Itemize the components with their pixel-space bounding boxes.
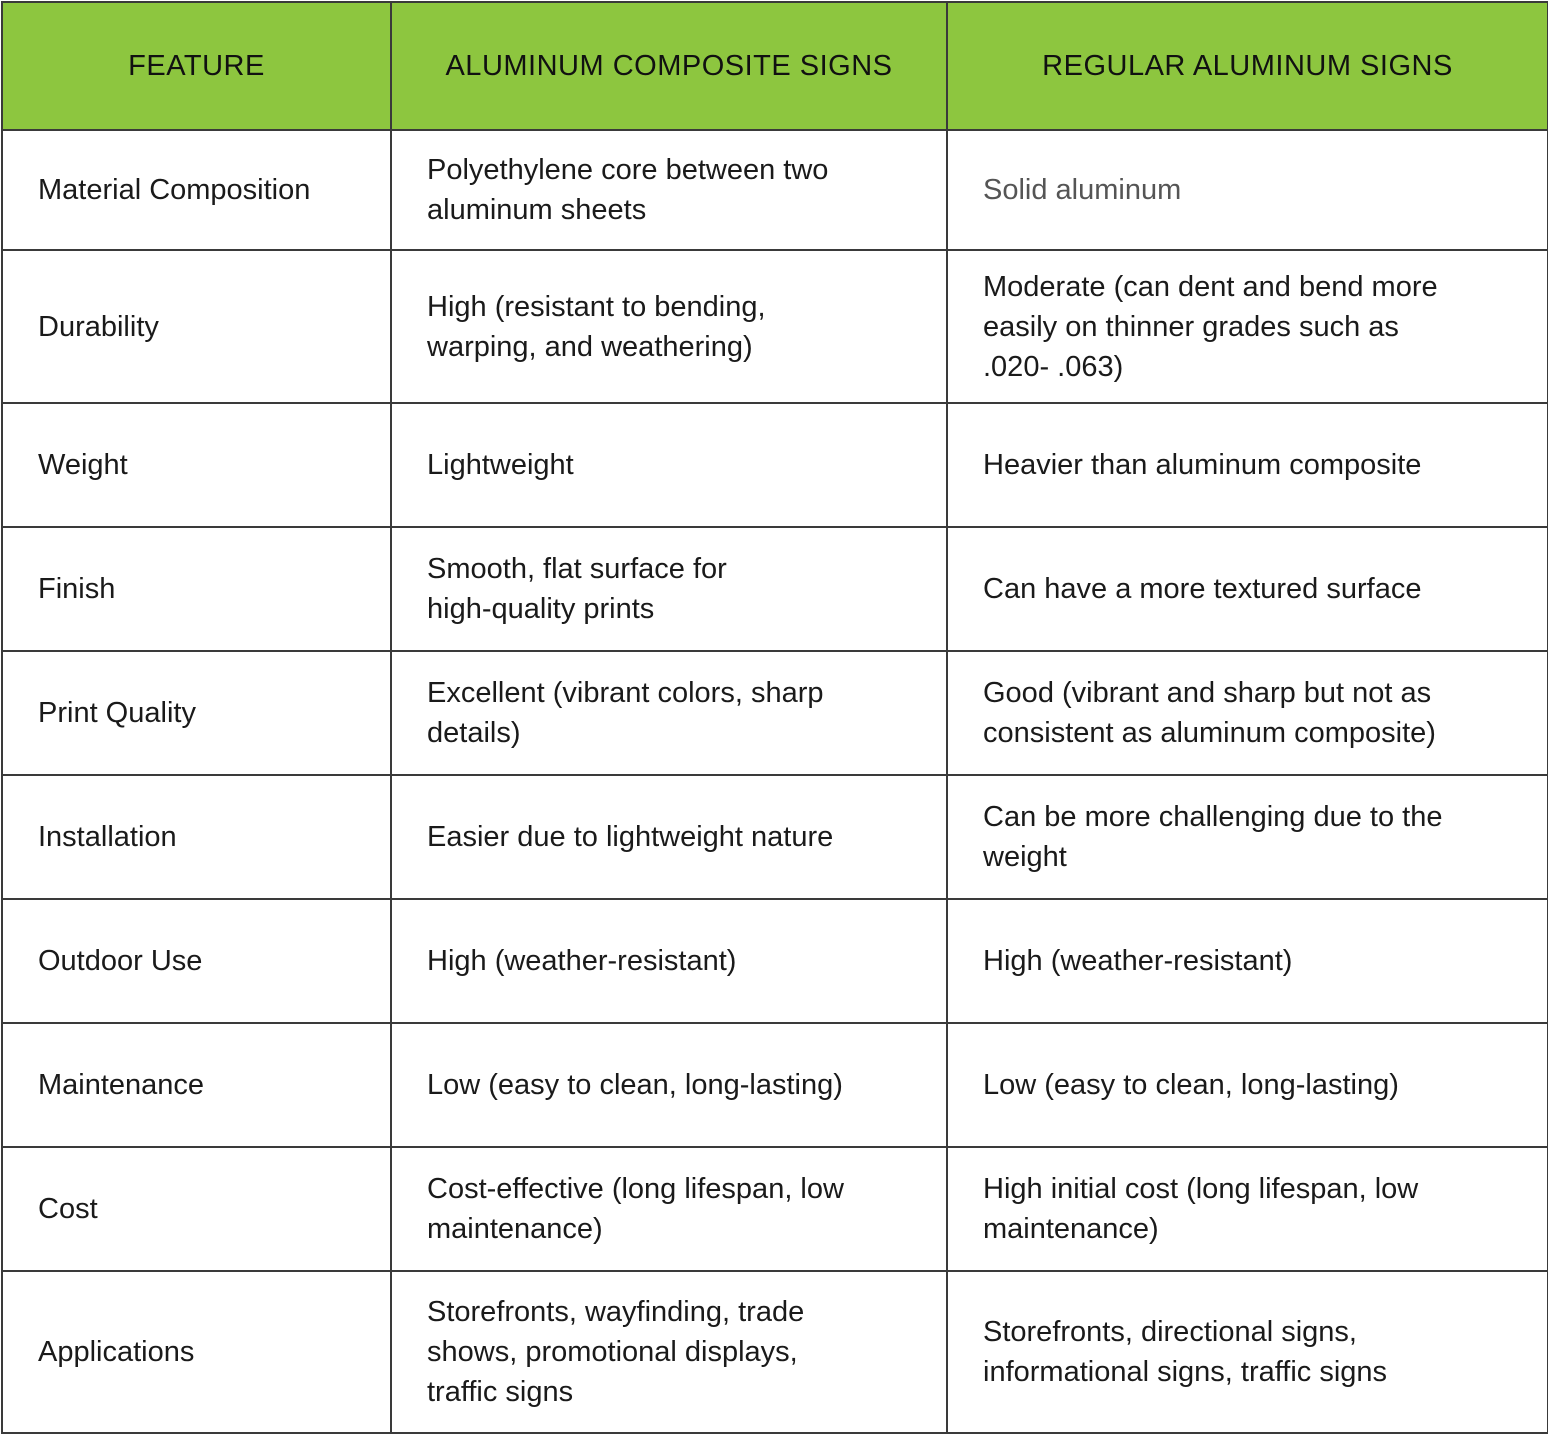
cell-text-line: consistent as aluminum composite) bbox=[983, 717, 1436, 749]
cell-text-line: Maintenance bbox=[38, 1069, 205, 1101]
cell-text-line: details) bbox=[427, 717, 521, 749]
table-row bbox=[2, 651, 1548, 775]
cell-text-line: Solid aluminum bbox=[983, 174, 1182, 206]
cell-text-line: Good (vibrant and sharp but not as bbox=[983, 677, 1432, 709]
cell-text-line: weight bbox=[983, 841, 1067, 873]
composite-cell bbox=[391, 899, 947, 1023]
feature-cell bbox=[2, 250, 391, 403]
regular-cell bbox=[947, 403, 1548, 527]
header-composite: ALUMINUM COMPOSITE SIGNS bbox=[391, 2, 947, 130]
table-row bbox=[2, 403, 1548, 527]
cell-text-line: High (resistant to bending, bbox=[427, 290, 766, 323]
regular-cell bbox=[947, 899, 1548, 1023]
composite-cell bbox=[391, 651, 947, 775]
table-row bbox=[2, 775, 1548, 899]
table-row bbox=[2, 527, 1548, 651]
cell-text-line: Cost-effective (long lifespan, low bbox=[427, 1173, 844, 1205]
cell-text-line: Low (easy to clean, long-lasting) bbox=[983, 1069, 1399, 1101]
header-regular: REGULAR ALUMINUM SIGNS bbox=[947, 2, 1548, 130]
composite-cell bbox=[391, 1271, 947, 1433]
regular-cell bbox=[947, 1271, 1548, 1433]
composite-cell bbox=[391, 527, 947, 651]
composite-cell bbox=[391, 1147, 947, 1271]
cell-text-line: Low (easy to clean, long-lasting) bbox=[427, 1069, 843, 1101]
cell-text-line: .020- .063) bbox=[983, 350, 1124, 383]
cell-text-line: Can have a more textured surface bbox=[983, 573, 1422, 605]
regular-cell bbox=[947, 1147, 1548, 1271]
feature-cell bbox=[2, 1023, 391, 1147]
cell-text-line: warping, and weathering) bbox=[427, 330, 753, 363]
cell-text-line: high-quality prints bbox=[427, 593, 655, 625]
table-row bbox=[2, 1147, 1548, 1271]
composite-cell bbox=[391, 250, 947, 403]
cell-text-line: Easier due to lightweight nature bbox=[427, 821, 834, 853]
cell-text-line: Smooth, flat surface for bbox=[427, 553, 727, 585]
table-row bbox=[2, 899, 1548, 1023]
cell-text-line: Storefronts, wayfinding, trade bbox=[427, 1296, 805, 1328]
regular-cell bbox=[947, 775, 1548, 899]
composite-cell bbox=[391, 403, 947, 527]
feature-cell bbox=[2, 1147, 391, 1271]
composite-cell bbox=[391, 1023, 947, 1147]
cell-text-line: High (weather-resistant) bbox=[427, 945, 737, 977]
cell-text-line: traffic signs bbox=[427, 1376, 574, 1408]
cell-text-line: Installation bbox=[38, 821, 177, 853]
table-row bbox=[2, 1271, 1548, 1433]
cell-text-line: Outdoor Use bbox=[38, 945, 203, 977]
cell-text-line: Print Quality bbox=[38, 697, 196, 729]
feature-cell bbox=[2, 899, 391, 1023]
cell-text-line: Material Composition bbox=[38, 174, 311, 206]
header-row bbox=[2, 2, 1548, 130]
cell-text-line: Durability bbox=[38, 310, 159, 343]
table-row bbox=[2, 250, 1548, 403]
feature-cell bbox=[2, 527, 391, 651]
feature-cell bbox=[2, 775, 391, 899]
regular-cell bbox=[947, 651, 1548, 775]
cell-text-line: Excellent (vibrant colors, sharp bbox=[427, 677, 824, 709]
regular-cell bbox=[947, 250, 1548, 403]
cell-text-line: maintenance) bbox=[983, 1213, 1159, 1245]
cell-text-line: informational signs, traffic signs bbox=[983, 1356, 1388, 1388]
table-row bbox=[2, 130, 1548, 250]
feature-cell bbox=[2, 1271, 391, 1433]
feature-cell bbox=[2, 651, 391, 775]
cell-text-line: Weight bbox=[38, 449, 128, 481]
cell-text-line: Applications bbox=[38, 1336, 195, 1368]
cell-text-line: Heavier than aluminum composite bbox=[983, 449, 1422, 481]
cell-text-line: Cost bbox=[38, 1193, 98, 1225]
header-feature: FEATURE bbox=[2, 2, 391, 130]
composite-cell bbox=[391, 775, 947, 899]
cell-text-line: High (weather-resistant) bbox=[983, 945, 1293, 977]
cell-text-line: Polyethylene core between two bbox=[427, 154, 829, 186]
cell-text-line: Can be more challenging due to the bbox=[983, 801, 1443, 833]
cell-text-line: Finish bbox=[38, 573, 116, 605]
feature-cell bbox=[2, 403, 391, 527]
feature-cell bbox=[2, 130, 391, 250]
cell-text-line: maintenance) bbox=[427, 1213, 603, 1245]
table-row bbox=[2, 1023, 1548, 1147]
composite-cell bbox=[391, 130, 947, 250]
regular-cell bbox=[947, 1023, 1548, 1147]
cell-text-line: Moderate (can dent and bend more bbox=[983, 270, 1438, 303]
cell-text-line: High initial cost (long lifespan, low bbox=[983, 1173, 1419, 1205]
regular-cell bbox=[947, 130, 1548, 250]
cell-text-line: Lightweight bbox=[427, 449, 574, 481]
regular-cell bbox=[947, 527, 1548, 651]
comparison-table bbox=[1, 1, 1548, 1434]
cell-text-line: easily on thinner grades such as bbox=[983, 310, 1399, 343]
cell-text-line: Storefronts, directional signs, bbox=[983, 1316, 1357, 1348]
cell-text-line: shows, promotional displays, bbox=[427, 1336, 798, 1368]
cell-text-line: aluminum sheets bbox=[427, 194, 647, 226]
